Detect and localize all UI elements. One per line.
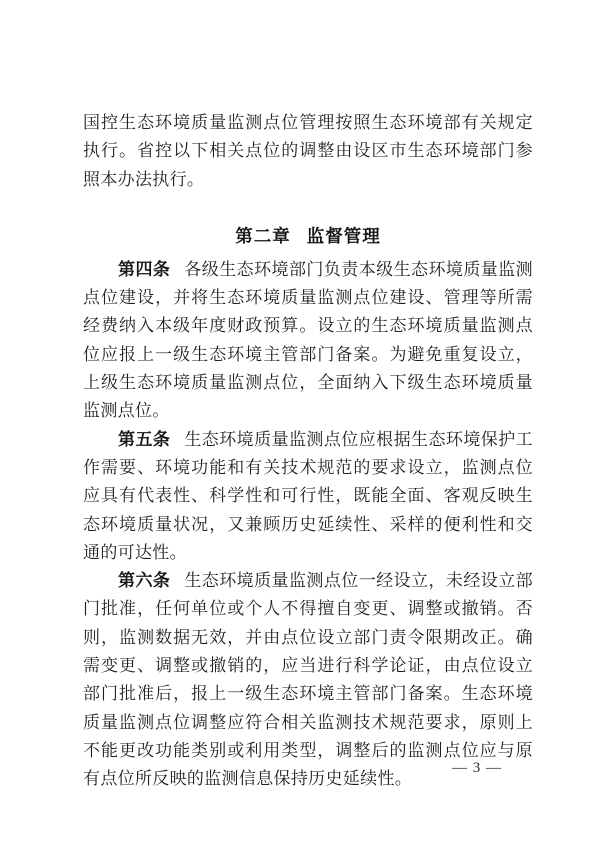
chapter-title: 监督管理 <box>306 225 381 246</box>
text-block <box>83 109 533 794</box>
article-4-text: 各级生态环境部门负责本级生态环境质量监测点位建设，并将生态环境质量监测点位建设、管理等所需经费纳入本级年度财政预算。设立的生态环境质量监测点位应报上一级生态环境主管部门备案。为避免重复设立，上级生态环境质量监测点位，全面纳入下级生态环境质量监测点位。 <box>83 259 533 421</box>
article-5-text: 生态环境质量监测点位应根据生态环境保护工作需要、环境功能和有关技术规范的要求设立，监测点位应具有代表性、科学性和可行性，既能全面、客观反映生态环境质量状况，又兼顾历史延续性、采样的便利性和交通的可达性。 <box>83 429 533 562</box>
article-5-label: 第五条 <box>118 429 171 449</box>
article-6-label: 第六条 <box>118 571 171 591</box>
intro-paragraph: 国控生态环境质量监测点位管理按照生态环境部有关规定执行。省控以下相关点位的调整由设区市生态环境部门参照本办法执行。 <box>83 113 533 189</box>
article-4-paragraph <box>83 256 533 426</box>
article-4-label: 第四条 <box>118 259 171 279</box>
chapter-heading <box>83 222 533 250</box>
article-5-paragraph <box>83 426 533 567</box>
page-number: — 3 — <box>452 760 502 776</box>
article-6-text: 生态环境质量监测点位一经设立，未经设立部门批准，任何单位或个人不得擅自变更、调整或撤销。否则，监测数据无效，并由点位设立部门责令限期改正。确需变更、调整或撤销的，应当进行科学论证，由点位设立部门批准后，报上一级生态环境主管部门备案。生态环境质量监测点位调整应符合相关监测技术规范要求，原则上不能更改功能类别或利用类型，调整后的监测点位应与原有点位所反映的监测信息保持历史延续性。 <box>83 571 533 789</box>
chapter-number: 第二章 <box>235 225 291 246</box>
